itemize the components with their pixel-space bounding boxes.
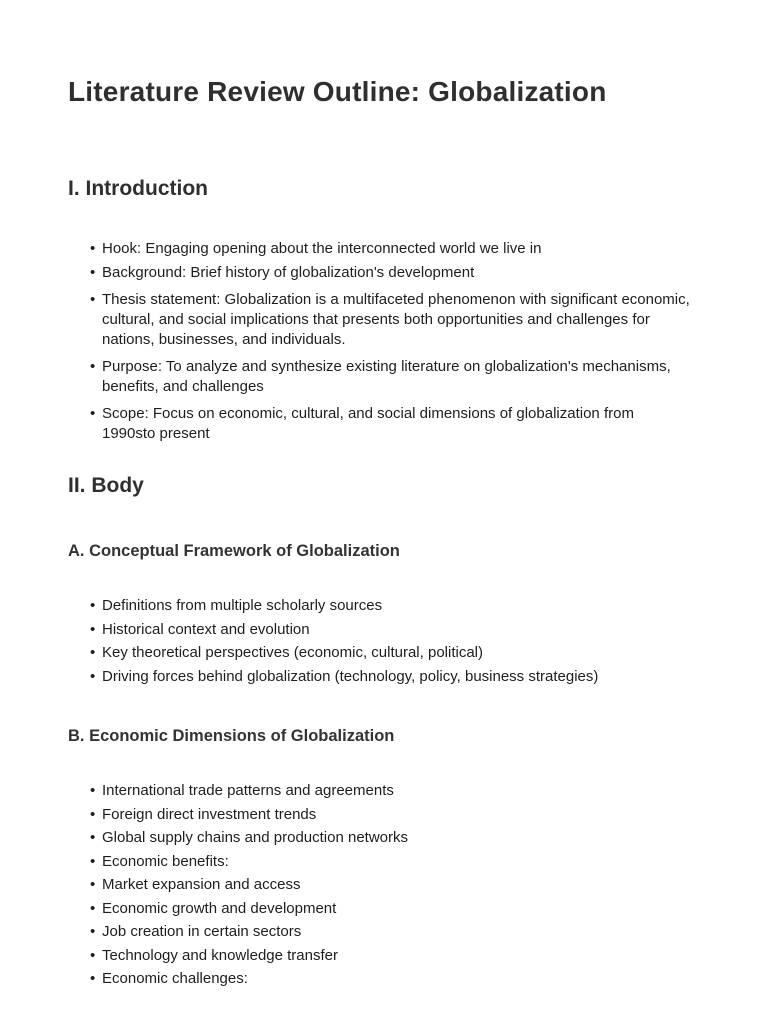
subsection-heading-economic-dimensions: B. Economic Dimensions of Globalization bbox=[68, 727, 395, 745]
section-heading-body: II. Body bbox=[68, 474, 144, 497]
conceptual-framework-bullet-list bbox=[90, 596, 690, 690]
list-item: • Hook: Engaging opening about the interconnected world we live in bbox=[90, 239, 690, 259]
list-item: • Background: Brief history of globalization's development bbox=[90, 263, 690, 283]
list-item: • Market expansion and access bbox=[90, 875, 690, 895]
list-item: • Job creation in certain sectors bbox=[90, 922, 690, 942]
list-item: • Global supply chains and production networks bbox=[90, 828, 690, 848]
list-item: • Purpose: To analyze and synthesize existing literature on globalization's mechanisms, benefits, and challenges bbox=[90, 357, 690, 397]
list-item: • Key theoretical perspectives (economic, cultural, political) bbox=[90, 643, 690, 663]
list-item: • Economic growth and development bbox=[90, 899, 690, 919]
document-title: Literature Review Outline: Globalization bbox=[68, 76, 607, 107]
list-item: • Driving forces behind globalization (technology, policy, business strategies) bbox=[90, 667, 690, 687]
section-heading-introduction: I. Introduction bbox=[68, 177, 208, 200]
list-item: • Scope: Focus on economic, cultural, and social dimensions of globalization from 1990sto present bbox=[90, 404, 690, 444]
list-item: • Economic challenges: bbox=[90, 969, 690, 989]
economic-dimensions-bullet-list bbox=[90, 781, 690, 993]
subsection-heading-conceptual-framework: A. Conceptual Framework of Globalization bbox=[68, 542, 400, 560]
list-item: • Economic benefits: bbox=[90, 852, 690, 872]
list-item: • Definitions from multiple scholarly sources bbox=[90, 596, 690, 616]
introduction-bullet-list bbox=[90, 239, 690, 447]
list-item: • Foreign direct investment trends bbox=[90, 805, 690, 825]
list-item: • Thesis statement: Globalization is a multifaceted phenomenon with significant economic, cultural, and social implications that presents both opportunities and challenges for nations, businesses, and individuals. bbox=[90, 290, 690, 350]
list-item: • Technology and knowledge transfer bbox=[90, 946, 690, 966]
list-item: • International trade patterns and agreements bbox=[90, 781, 690, 801]
list-item: • Historical context and evolution bbox=[90, 620, 690, 640]
